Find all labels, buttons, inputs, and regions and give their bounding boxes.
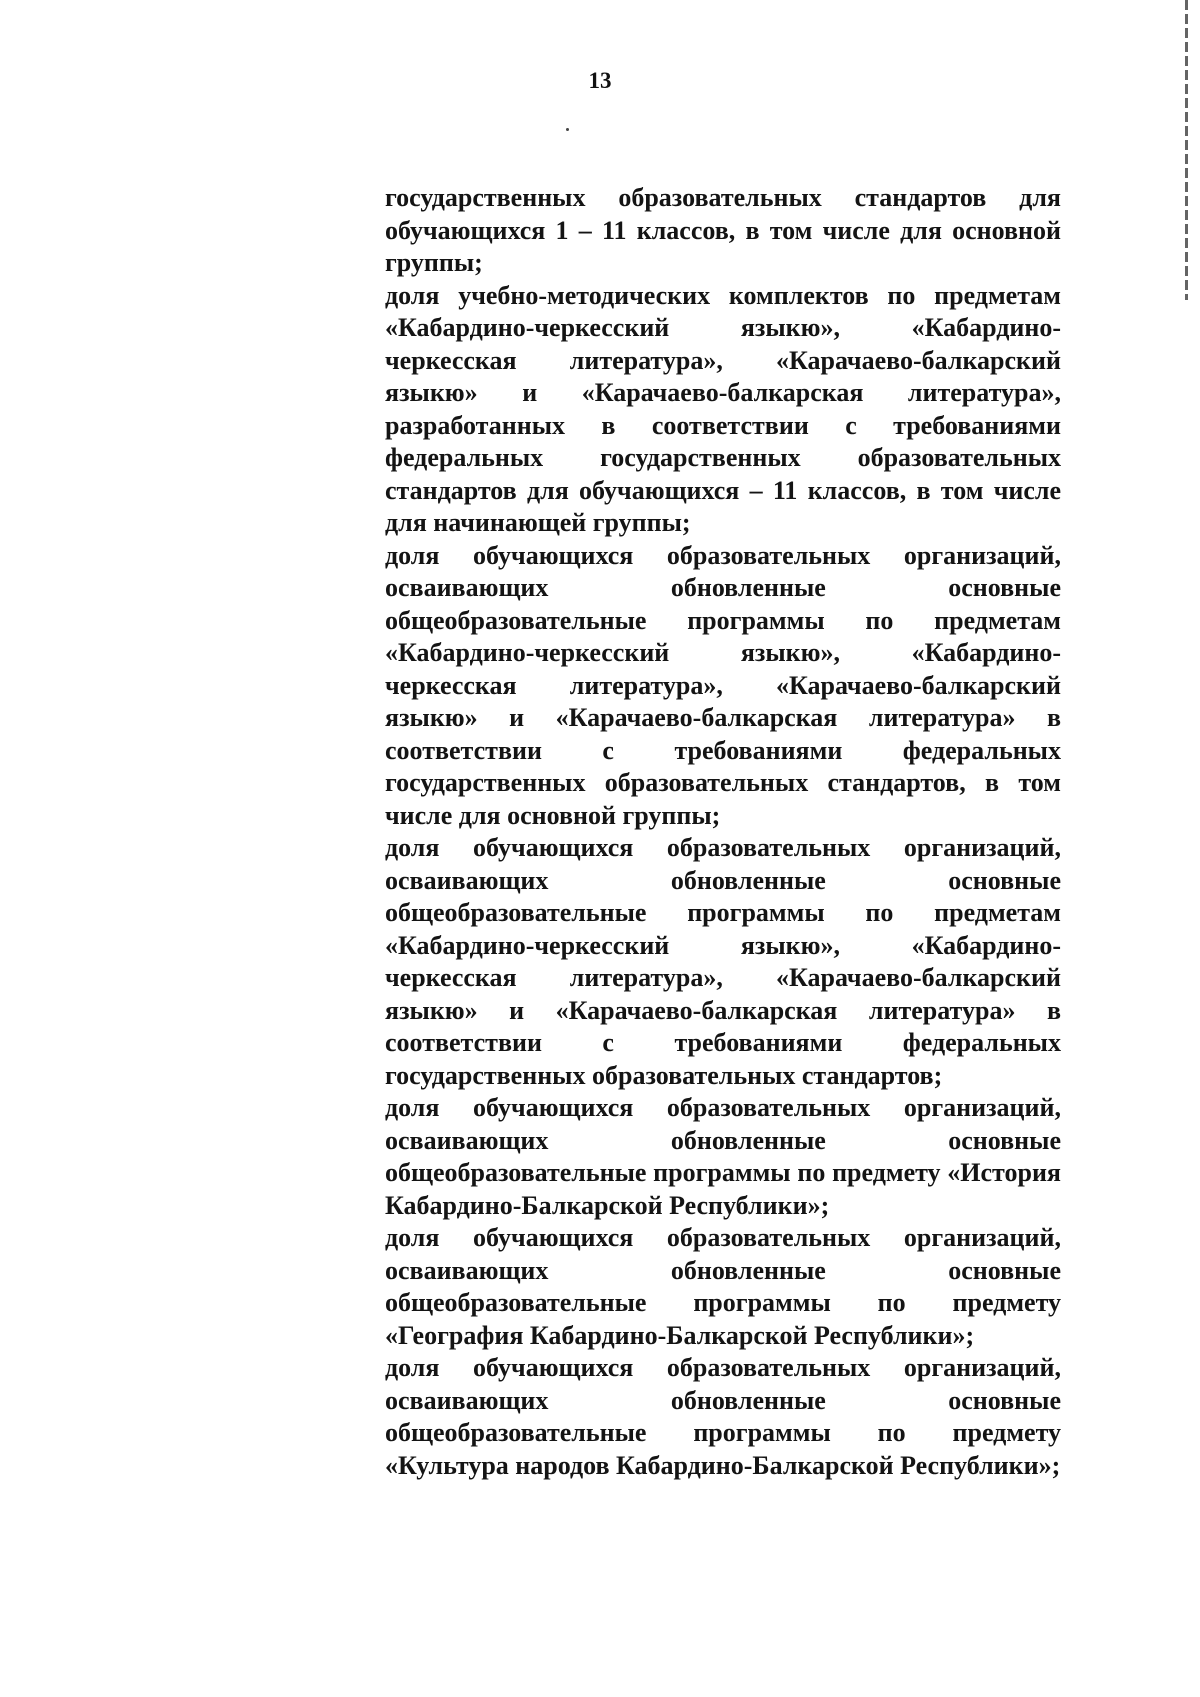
page-number: 13 (588, 68, 612, 93)
paragraph: доля обучающихся образовательных организаций, осваивающих обновленные основные общеобразовательные программы по предметам «Кабардино-черкесский языкю», «Кабардино-черкесская литература», «Карачаево-балкарский языкю» и «Карачаево-балкарская литература» в соответствии с требованиями федеральных государственных образовательных стандартов, в том числе для основной группы; (385, 540, 1061, 830)
scan-speck (566, 128, 569, 131)
paragraph: доля обучающихся образовательных организаций, осваивающих обновленные основные общеобразовательные программы по предмету «География Кабардино-Балкарской Республики»; (385, 1223, 1061, 1350)
document-body (385, 182, 1061, 1482)
paragraph: доля учебно-методических комплектов по предметам «Кабардино-черкесский языкю», «Кабардино-черкесская литература», «Карачаево-балкарский языкю» и «Карачаево-балкарская литература», разработанных в соответствии с требованиями федеральных государственных образовательных стандартов для обучающихся – 11 классов, в том числе для начинающей группы; (385, 280, 1061, 537)
paragraph: доля обучающихся образовательных организаций, осваивающих обновленные основные общеобразовательные программы по предмету «Культура народов Кабардино-Балкарской Республики»; (385, 1353, 1061, 1480)
paragraph: доля обучающихся образовательных организаций, осваивающих обновленные основные общеобразовательные программы по предметам «Кабардино-черкесский языкю», «Кабардино-черкесская литература», «Карачаево-балкарский языкю» и «Карачаево-балкарская литература» в соответствии с требованиями федеральных государственных образовательных стандартов; (385, 833, 1061, 1090)
paragraph: государственных образовательных стандартов для обучающихся 1 – 11 классов, в том числе для основной группы; (385, 183, 1061, 277)
paragraph: доля обучающихся образовательных организаций, осваивающих обновленные основные общеобразовательные программы по предмету «История Кабардино-Балкарской Республики»; (385, 1093, 1061, 1220)
scan-edge-mark (1185, 0, 1188, 300)
